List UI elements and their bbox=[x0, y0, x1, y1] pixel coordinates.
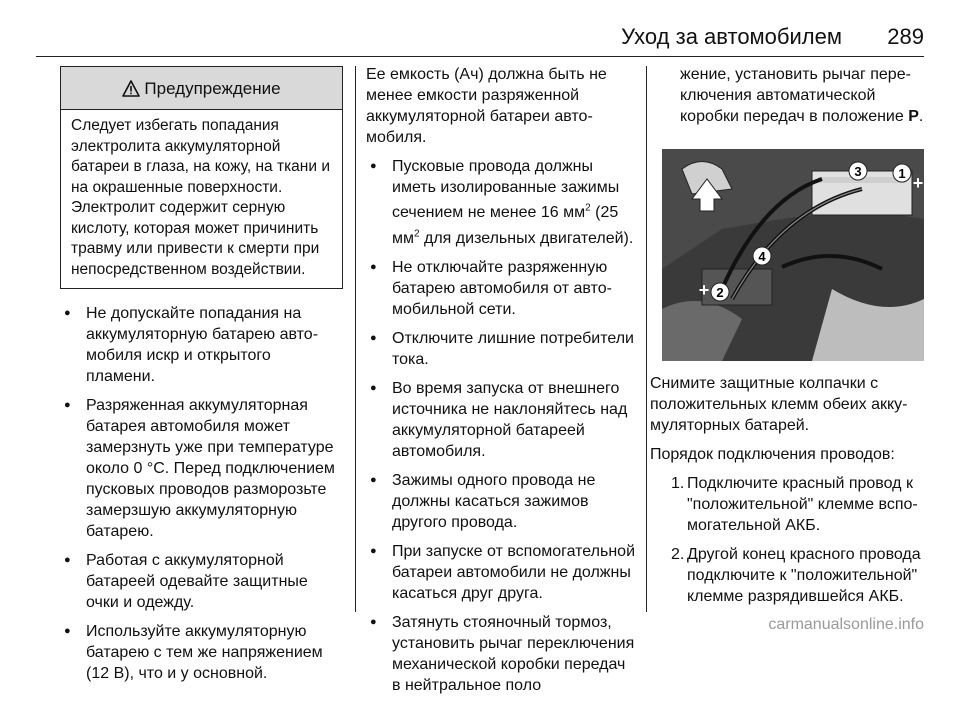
column-divider-2 bbox=[646, 66, 647, 612]
list-item bbox=[60, 621, 343, 684]
connection-order-heading: Порядок подключения проводов: bbox=[650, 446, 895, 463]
column-divider-1 bbox=[355, 66, 356, 612]
list-item-text: Разряженная аккумуляторная батарея автомобиля может замерзнуть уже при температуре около 0 °C. Перед подключением пусковых проводов разморозьте замерзшую аккумуляторную батарею. bbox=[86, 397, 335, 540]
bullet-icon: ● bbox=[370, 544, 377, 557]
list-item bbox=[60, 395, 343, 542]
svg-text:3: 3 bbox=[854, 164, 862, 179]
bullet-icon: ● bbox=[370, 473, 377, 486]
gear-position-p: P bbox=[908, 108, 919, 125]
list-item bbox=[366, 612, 638, 696]
list-item-text: Отключите лишние потребители тока. bbox=[392, 329, 634, 368]
header-rule bbox=[36, 56, 924, 57]
list-item bbox=[60, 303, 343, 387]
remove-caps-paragraph: Снимите защитные колпачки с положительных клемм обеих аккумуляторных батарей. bbox=[650, 375, 908, 434]
list-item-text: Во время запуска от внешнего источника не наклоняйтесь над аккумуляторной батареей автомобиля. bbox=[392, 379, 628, 460]
step-item bbox=[650, 544, 930, 607]
bullet-icon: ● bbox=[370, 381, 377, 394]
photo-label-4 bbox=[753, 247, 771, 265]
list-item-text: Не допускайте попадания на аккумуляторную батарею автомобиля искр и открытого пламени. bbox=[86, 305, 319, 385]
warning-triangle-icon bbox=[122, 80, 140, 97]
step-number: 1. bbox=[671, 475, 685, 492]
list-item-text: Зажимы одного провода не должны касаться зажимов другого провода. bbox=[392, 471, 596, 531]
list-item-text: Пусковые провода должны иметь изолированные зажимы сечением не менее 16 $мм^2$ (25 $мм^2$ для дизельных двигателей). bbox=[392, 158, 634, 247]
column-1 bbox=[60, 66, 343, 692]
photo-label-1 bbox=[893, 164, 911, 182]
list-item bbox=[366, 156, 638, 249]
watermark: carmanualsonline.info bbox=[768, 616, 924, 633]
steps-list bbox=[650, 473, 930, 607]
step-item bbox=[650, 473, 930, 536]
svg-text:+: + bbox=[698, 280, 710, 300]
bullet-icon: ● bbox=[64, 554, 71, 566]
list-item bbox=[366, 328, 638, 370]
list-item bbox=[366, 257, 638, 320]
list-item-text: Затянуть стояночный тормоз, установить рычаг переключения механической коробки передач в нейтральное поло bbox=[392, 613, 635, 694]
warning-body: Следует избегать попадания электролита аккумуляторной батареи в глаза, на кожу, на ткани и на окрашенные поверхности. Электролит содержит серную кислоту, которая может причинить травму или привести к смерти при непосредственном воздействии. bbox=[71, 117, 330, 278]
bullet-icon: ● bbox=[370, 160, 377, 172]
col2-bullet-list bbox=[366, 156, 638, 696]
list-item-text: При запуске от вспомогательной батареи автомобили не должны касаться друг друга. bbox=[392, 542, 636, 602]
list-item-text: Используйте аккумуляторную батарею с тем же напряжением (12 В), что и у основной. bbox=[86, 623, 323, 682]
list-item-text: Работая с аккумуляторной батареей одевайте защитные очки и одежду. bbox=[86, 552, 308, 611]
step-text: Подключите красный провод к "положительной" клемме вспомогательной АКБ. bbox=[687, 475, 918, 534]
page-number: 289 bbox=[887, 24, 924, 49]
list-item bbox=[366, 470, 638, 533]
bullet-icon: ● bbox=[64, 307, 71, 319]
bullet-icon: ● bbox=[370, 331, 377, 344]
photo-label-2 bbox=[711, 283, 729, 301]
bullet-icon: ● bbox=[64, 399, 71, 411]
page-header bbox=[36, 20, 924, 60]
continued-paragraph: Ее емкость (Ач) должна быть не менее емкости разряженной аккумуляторной батареи автомобиля. bbox=[366, 66, 607, 146]
bullet-icon: ● bbox=[370, 615, 377, 628]
continued-text: жение, установить рычаг переключения автоматической коробки передач в положение P. bbox=[680, 66, 924, 125]
warning-box bbox=[60, 66, 343, 289]
list-item bbox=[60, 550, 343, 613]
column-3 bbox=[650, 64, 930, 615]
list-item-text: Не отключайте разряженную батарею автомобиля от автомобильной сети. bbox=[392, 258, 612, 318]
svg-text:4: 4 bbox=[758, 249, 766, 264]
svg-text:1: 1 bbox=[898, 166, 906, 181]
step-number: 2. bbox=[671, 546, 685, 563]
continued-text-body: жение, установить рычаг переключения автоматической коробки передач в положение bbox=[680, 66, 911, 125]
svg-text:2: 2 bbox=[716, 285, 724, 300]
warning-header bbox=[61, 67, 342, 110]
jump-start-illustration bbox=[662, 149, 924, 361]
bullet-icon: ● bbox=[64, 625, 71, 637]
bullet-icon: ● bbox=[370, 260, 377, 273]
list-item bbox=[366, 378, 638, 462]
section-title: Уход за автомобилем bbox=[621, 24, 842, 49]
col1-bullet-list bbox=[60, 303, 343, 684]
svg-text:+: + bbox=[912, 173, 924, 193]
list-item bbox=[366, 541, 638, 604]
photo-label-3 bbox=[849, 162, 867, 180]
warning-title: Предупреждение bbox=[144, 78, 281, 98]
step-text: Другой конец красного провода подключите к "положительной" клемме разрядившейся АКБ. bbox=[687, 546, 921, 605]
column-2 bbox=[366, 64, 638, 704]
